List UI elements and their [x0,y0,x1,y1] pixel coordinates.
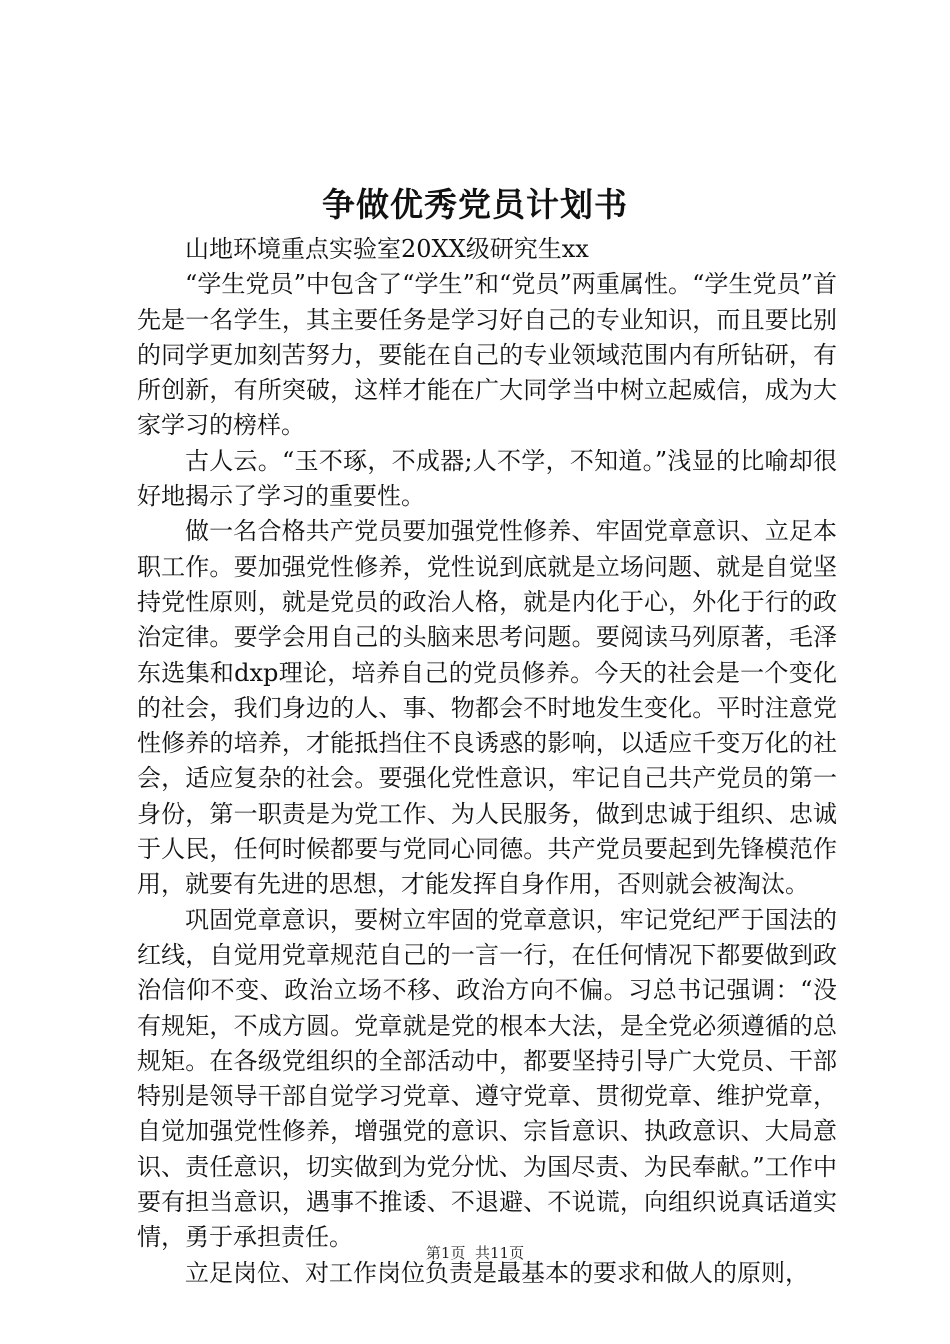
footer-separator [465,1244,475,1262]
paragraph: 古人云。“玉不琢，不成器;人不学，不知道。”浅显的比喻却很好地揭示了学习的重要性。 [137,446,837,511]
page-number: 第1页 [425,1244,466,1262]
document-title: 争做优秀党员计划书 [322,185,628,224]
author-line: 山地环境重点实验室20XX级研究生xx [185,235,589,263]
paragraph: 巩固党章意识，要树立牢固的党章意识，牢记党纪严于国法的红线，自觉用党章规范自己的一言一行，在任何情况下都要做到政治信仰不变、政治立场不移、政治方向不偏。习总书记强调：“没有规矩，不成方圆。党章就是党的根本大法，是全党必须遵循的总规矩。在各级党组织的全部活动中，都要坚持引导广大党员、干部特别是领导干部自觉学习党章、遵守党章、贯彻党章、维护党章，自觉加强党性修养，增强党的意识、宗旨意识、执政意识、大局意识、责任意识，切实做到为党分忧、为国尽责、为民奉献。”工作中要有担当意识，遇事不推诿、不退避、不说谎，向组织说真话道实情，勇于承担责任。 [137,905,837,1252]
document-body [137,232,837,1291]
page-footer [0,1243,950,1263]
paragraph: 立足岗位、对工作岗位负责是最基本的要求和做人的原则， [185,1258,809,1287]
paragraph: “学生党员”中包含了“学生”和“党员”两重属性。“学生党员”首先是一名学生，其主要任务是学习好自己的专业知识，而且要比别的同学更加刻苦努力，要能在自己的专业领域范围内有所钻研，有所创新，有所突破，这样才能在广大同学当中树立起威信，成为大家学习的榜样。 [137,270,837,440]
page-total: 共11页 [475,1244,525,1262]
paragraph: 做一名合格共产党员要加强党性修养、牢固党章意识、立足本职工作。要加强党性修养，党性说到底就是立场问题、就是自觉坚持党性原则，就是党员的政治人格，就是内化于心，外化于行的政治定律。要学会用自己的头脑来思考问题。要阅读马列原著，毛泽东选集和dxp理论，培养自己的党员修养。今天的社会是一个变化的社会，我们身边的人、事、物都会不时地发生变化。平时注意党性修养的培养，才能抵挡住不良诱惑的影响，以适应千变万化的社会，适应复杂的社会。要强化党性意识，牢记自己共产党员的第一身份，第一职责是为党工作、为人民服务，做到忠诚于组织、忠诚于人民，任何时候都要与党同心同德。共产党员要起到先锋模范作用，就要有先进的思想，才能发挥自身作用，否则就会被淘汰。 [137,517,837,899]
